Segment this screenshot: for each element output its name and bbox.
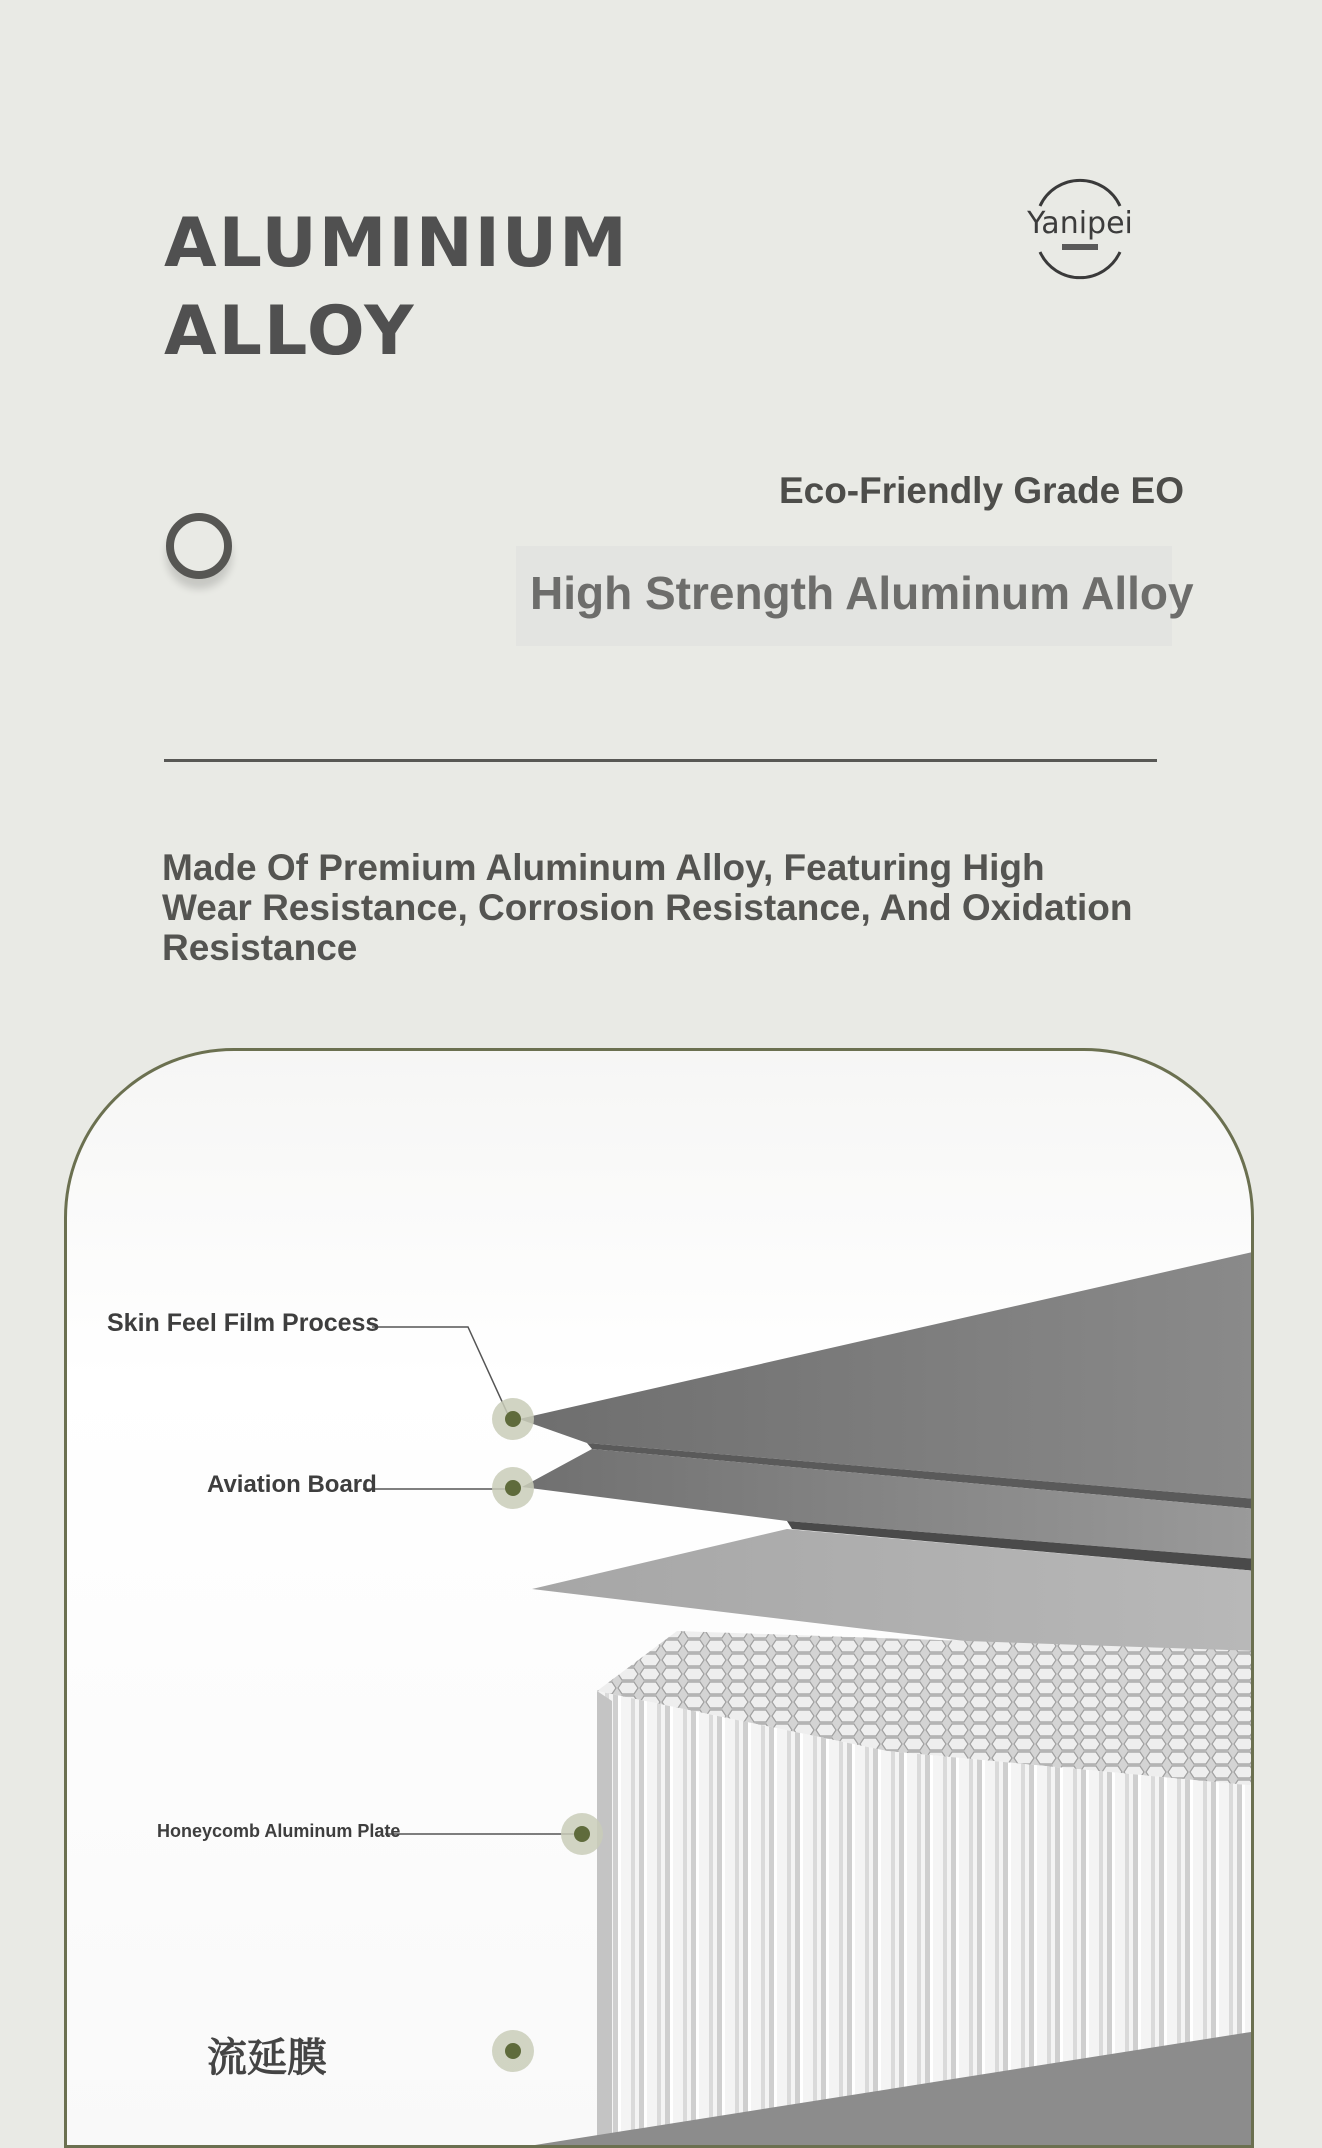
layer-diagram-card — [64, 1048, 1254, 2148]
marker-skin-film — [492, 1398, 534, 1440]
section-divider — [164, 759, 1157, 762]
ring-icon — [166, 513, 232, 579]
eco-grade-badge: Eco-Friendly Grade EO — [778, 470, 1184, 511]
label-honeycomb-plate: Honeycomb Aluminum Plate — [157, 1821, 401, 1841]
layer-diagram — [67, 1051, 1254, 2148]
logo-wordmark: Yanipei — [1027, 206, 1133, 241]
label-aviation-board: Aviation Board — [207, 1471, 377, 1498]
brand-logo — [1018, 170, 1142, 282]
marker-cast-film — [492, 2030, 534, 2072]
label-skin-feel-film: Skin Feel Film Process — [107, 1309, 380, 1337]
page-title: ALUMINIUM ALLOY — [164, 204, 629, 371]
label-cast-film: 流延膜 — [207, 2036, 327, 2080]
material-description: Made Of Premium Aluminum Alloy, Featuring High Wear Resistance, Corrosion Resistance, And Oxidation Resistance — [162, 847, 1133, 968]
marker-aviation-board — [492, 1467, 534, 1509]
marker-honeycomb — [561, 1813, 603, 1855]
headline: High Strength Aluminum Alloy — [530, 567, 1194, 619]
